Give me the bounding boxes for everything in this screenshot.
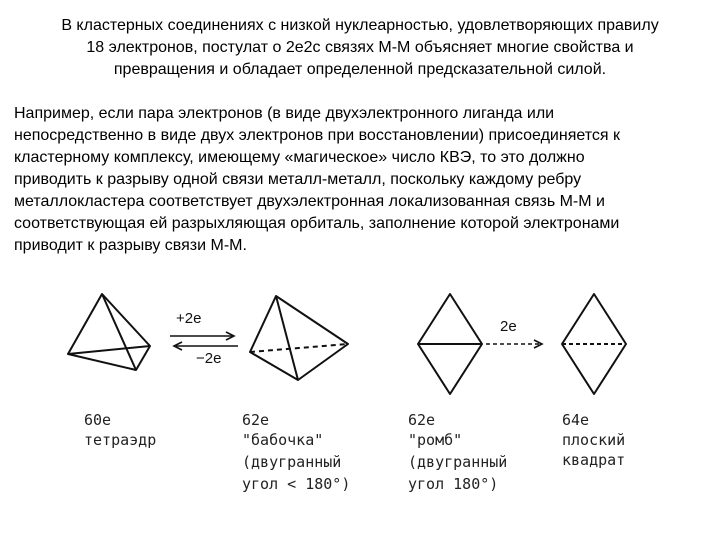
cluster-transformation-figure: [0, 270, 720, 540]
body-line: металлокластера соответствует двухэлектронная локализованная связь М-М и: [14, 193, 605, 210]
intro-paragraph: [14, 15, 706, 81]
body-line: кластерному комплексу, имеющему «магическое» число КВЭ, то это должно: [14, 149, 585, 166]
reversible-arrow: [170, 332, 238, 350]
example-paragraph: [14, 103, 714, 257]
intro-line: превращения и обладает определенной предсказательной силой.: [113, 61, 607, 78]
shape-desc: угол 180°): [408, 475, 499, 493]
shape-name: плоский: [562, 431, 626, 449]
shape-desc: (двугранный: [408, 453, 508, 471]
butterfly-shape: [250, 296, 348, 380]
shape-name: тетраэдр: [84, 431, 157, 449]
forward-arrow: [486, 340, 542, 348]
shape-desc: угол < 180°): [242, 475, 351, 493]
intro-line: В кластерных соединениях с низкой нуклеарностью, удовлетворяющих правилу: [61, 17, 659, 34]
intro-line: 18 электронов, постулат о 2е2с связях М-М объясняет многие свойства и: [86, 39, 634, 56]
figure-drawing: [0, 270, 720, 540]
body-line: соответствующая ей разрыхляющая орбиталь, заполнение которой электронами: [14, 215, 620, 232]
shape-name: "бабочка": [242, 431, 324, 449]
body-line: приводить к разрыву одной связи металл-металл, поскольку каждому ребру: [14, 171, 582, 188]
electron-count: 62e: [408, 411, 436, 429]
electron-count: 60e: [84, 411, 112, 429]
shape-name: "ромб": [408, 431, 463, 449]
body-line: непосредственно в виде двух электронов при восстановлении) присоединяется к: [14, 127, 620, 144]
arrow-label-minus: −2e: [196, 350, 222, 367]
arrow-label-2e: 2e: [500, 318, 517, 335]
shape-desc: (двугранный: [242, 453, 342, 471]
body-line: приводит к разрыву связи М-М.: [14, 237, 247, 254]
arrow-label-plus: +2e: [176, 310, 202, 327]
rhombus-shape: [418, 294, 482, 394]
shape-desc: квадрат: [562, 451, 626, 469]
electron-count: 62e: [242, 411, 270, 429]
tetrahedron-shape: [68, 294, 150, 370]
square-shape: [562, 294, 626, 394]
body-line: Например, если пара электронов (в виде двухэлектронного лиганда или: [14, 105, 555, 122]
electron-count: 64e: [562, 411, 590, 429]
